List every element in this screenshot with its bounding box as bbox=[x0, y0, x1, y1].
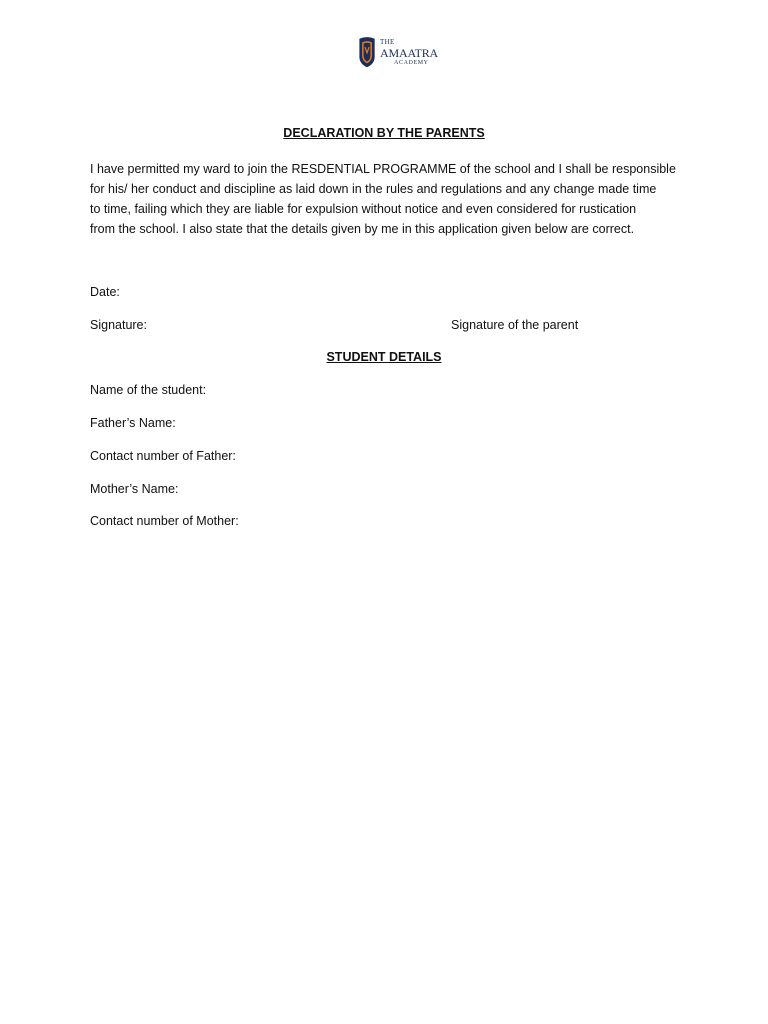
declaration-paragraph bbox=[90, 159, 690, 239]
logo-line-academy: ACADEMY bbox=[394, 59, 429, 66]
father-name-label: Father’s Name: bbox=[90, 416, 176, 430]
logo-line-name: AMAATRA bbox=[380, 45, 438, 60]
date-label: Date: bbox=[90, 285, 120, 299]
mother-contact-label: Contact number of Mother: bbox=[90, 514, 239, 528]
school-logo bbox=[358, 27, 438, 77]
paragraph-line: I have permitted my ward to join the RESDENTIAL PROGRAMME of the school and I shall be responsible bbox=[90, 162, 676, 176]
logo-line-the: THE bbox=[380, 37, 395, 46]
logo-wordmark bbox=[380, 39, 438, 66]
paragraph-line: from the school. I also state that the details given by me in this application given below are correct. bbox=[90, 222, 635, 236]
signature-label: Signature: bbox=[90, 318, 147, 332]
shield-logo-icon bbox=[358, 29, 376, 75]
declaration-title: DECLARATION BY THE PARENTS bbox=[283, 126, 485, 140]
paragraph-line: for his/ her conduct and discipline as laid down in the rules and regulations and any change made time bbox=[90, 182, 657, 196]
student-name-label: Name of the student: bbox=[90, 383, 207, 397]
paragraph-line: to time, failing which they are liable for expulsion without notice and even considered for rustication bbox=[90, 202, 637, 216]
parent-signature-label: Signature of the parent bbox=[451, 318, 579, 332]
student-details-title: STUDENT DETAILS bbox=[326, 350, 442, 364]
mother-name-label: Mother’s Name: bbox=[90, 482, 179, 496]
father-contact-label: Contact number of Father: bbox=[90, 449, 236, 463]
